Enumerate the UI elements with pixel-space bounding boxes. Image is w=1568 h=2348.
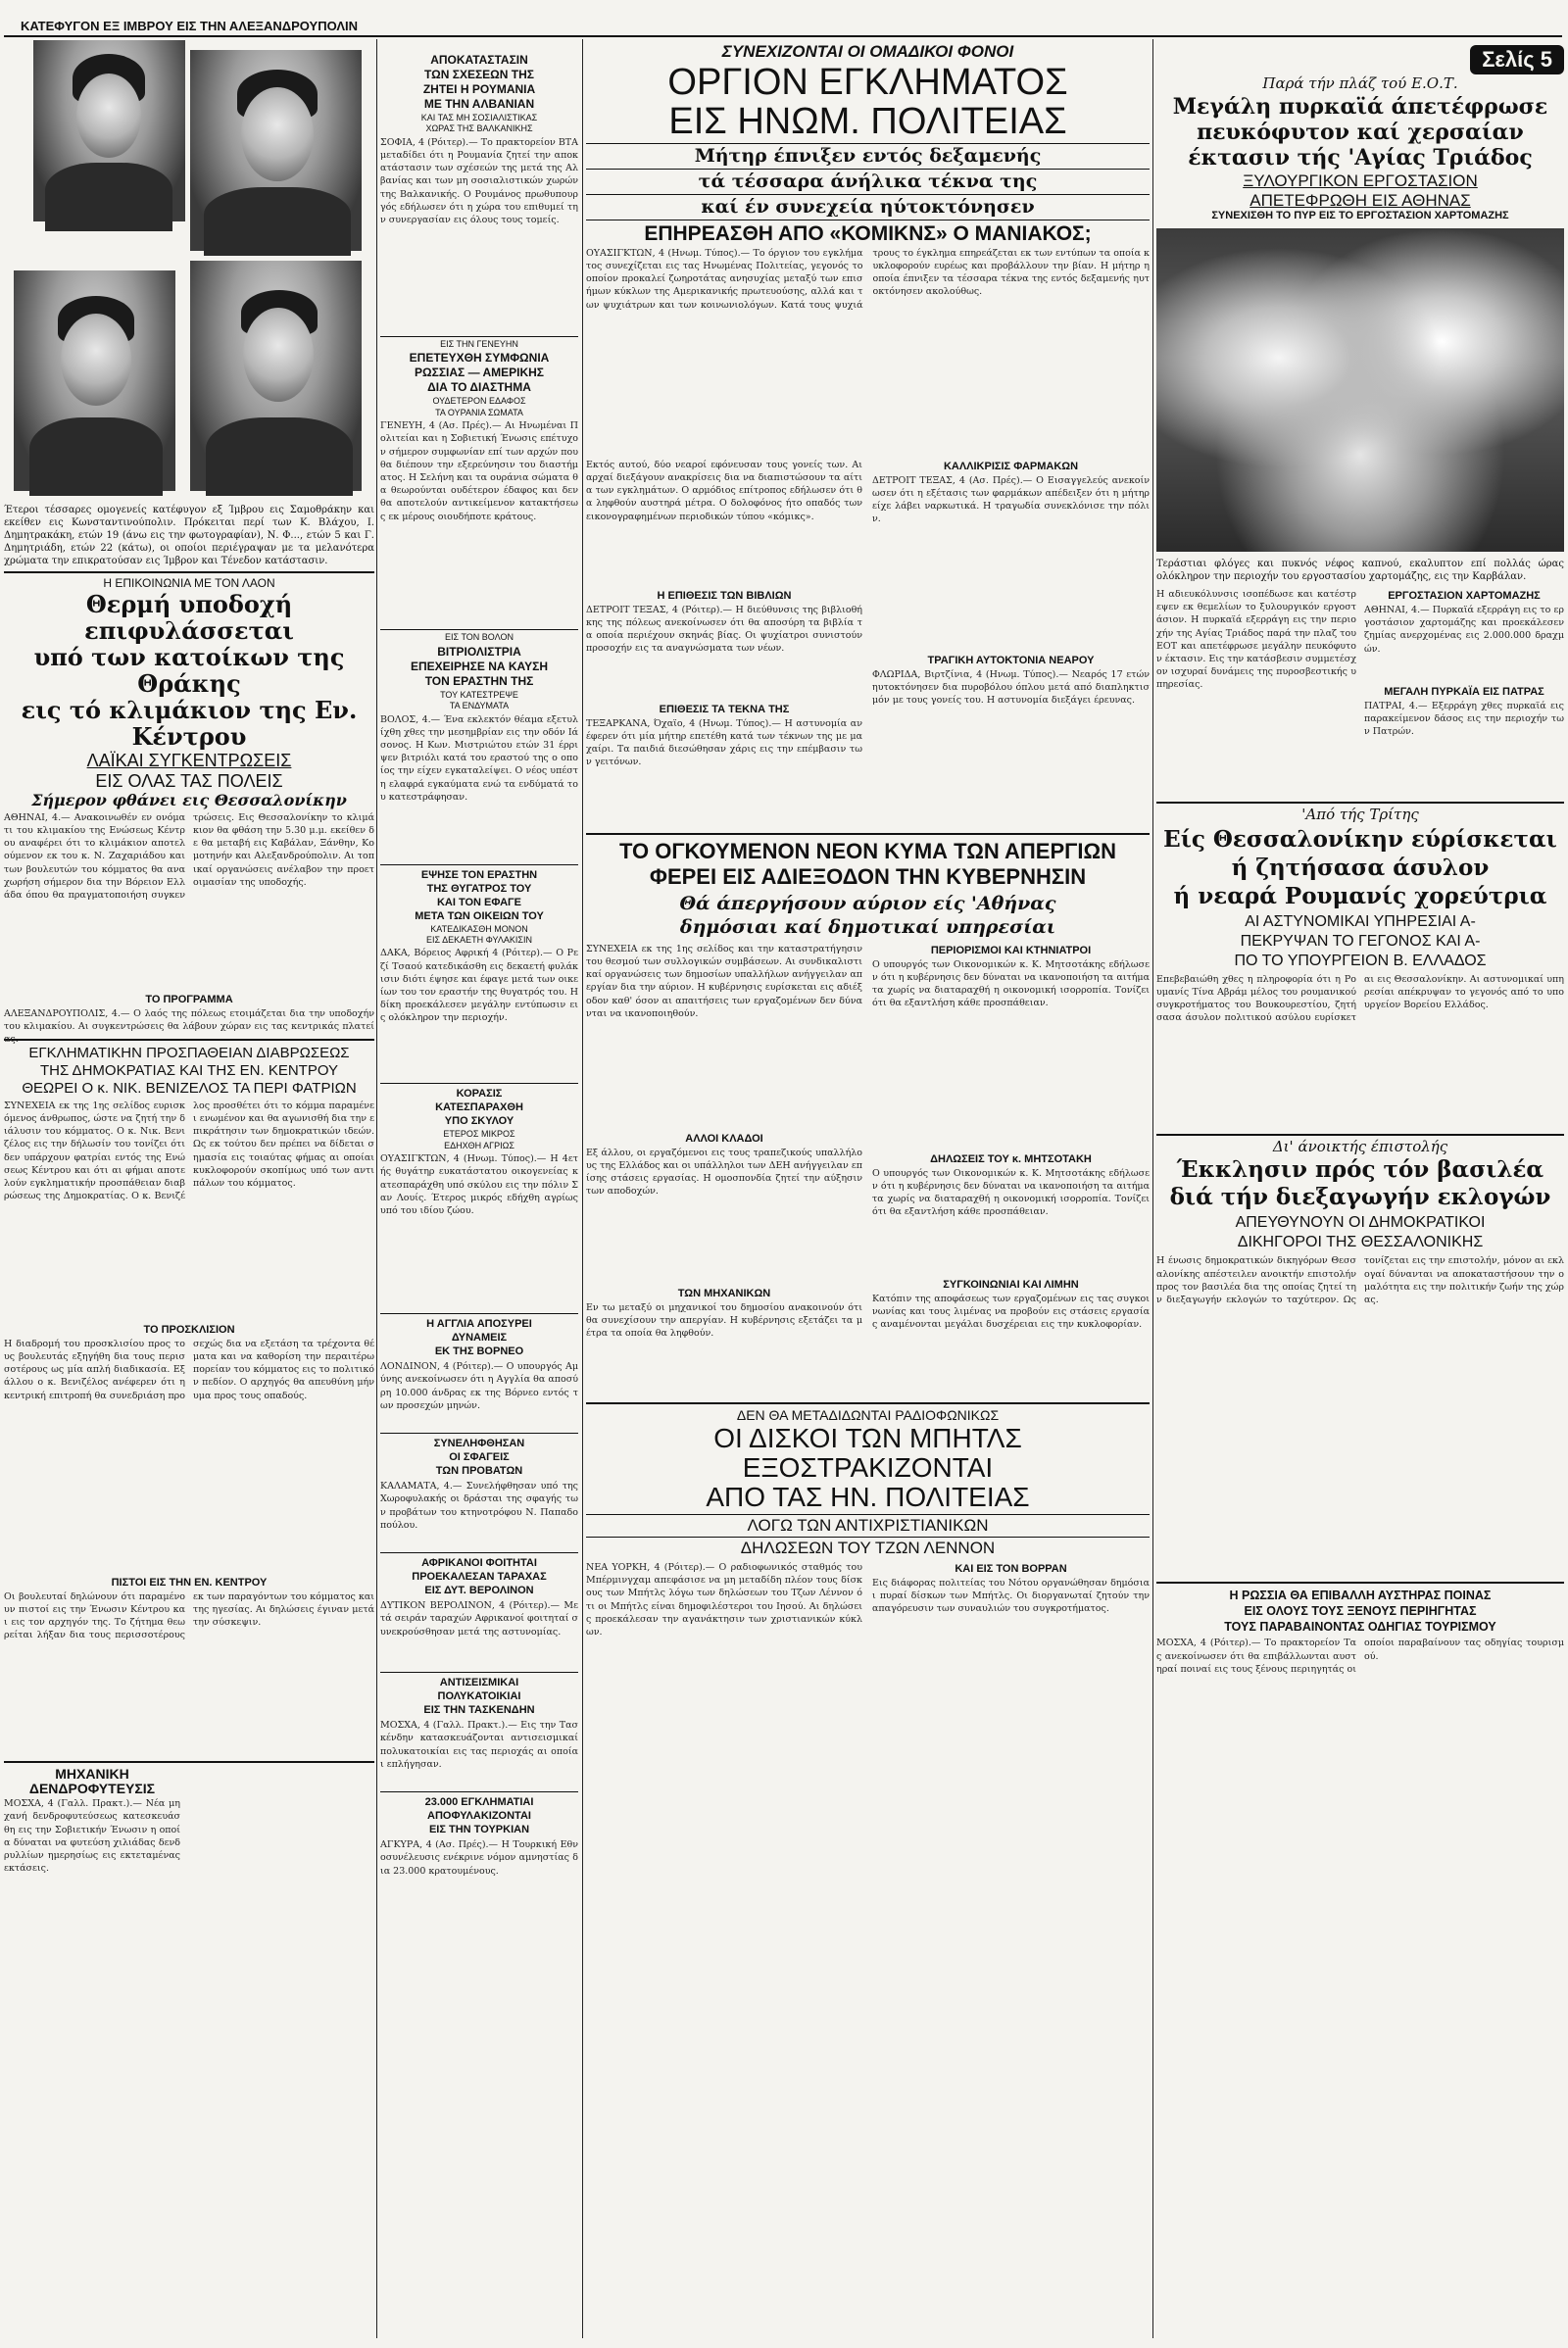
headline-line: Έκκλησιν πρός τόν βασιλέα: [1176, 1156, 1544, 1184]
headline-cannibal: [380, 868, 578, 923]
column-2: [380, 39, 578, 2338]
subhead-program: ΤΟ ΠΡΟΓΡΑΜΜΑ: [145, 993, 233, 1005]
headline-line: ΕΙΣ ΟΛΟΥΣ ΤΟΥΣ ΞΕΝΟΥΣ ΠΕΡΙΗΓΗΤΑΣ: [1244, 1604, 1477, 1619]
column-4: [1156, 45, 1564, 2338]
headline-borneo: [380, 1317, 578, 1358]
headline-tashkent: [380, 1676, 578, 1717]
headline-line: ΟΙ ΣΦΑΓΕΙΣ: [449, 1451, 510, 1464]
headline-line: ΕΚ ΤΗΣ ΒΟΡΝΕΟ: [434, 1345, 524, 1358]
article-columns: [586, 941, 1150, 1398]
article-body: ΒΟΛΟΣ, 4.— Ένα εκλεκτόν θέαμα εξετυλίχθη χθες την μεσημβρίαν εις την οδόν Ιάσονος. Η Κων. Μιστριώτου ετών 31 έρριψεν βιτριόλι κατά του εραστού της ο οποίος την είχεν εγκαταλείψει. Ο νέος υπέστη ελαφρά εγκαύματα ενώ τα ενδύματά του κατεστράφησαν.: [380, 713, 578, 803]
subhead-attack: ΕΠΙΘΕΣΙΣ ΤΑ ΤΕΚΝΑ ΤΗΣ: [659, 703, 790, 715]
headline-line: ΜΗΧΑΝΙΚΗ: [55, 1765, 129, 1782]
subhead-north: ΚΑΙ ΕΙΣ ΤΟΝ ΒΟΡΡΑΝ: [955, 1563, 1067, 1576]
subhead-engineers: ΤΩΝ ΜΗΧΑΝΙΚΩΝ: [677, 1287, 771, 1299]
subhead: ΟΥΔΕΤΕΡΟΝ ΕΔΑΦΟΣ: [432, 396, 526, 407]
subhead: ΕΙΣ ΔΕΚΑΕΤΗ ΦΥΛΑΚΙΣΙΝ: [426, 934, 532, 945]
kicker-radio: ΔΕΝ ΘΑ ΜΕΤΑΔΙΔΩΝΤΑΙ ΡΑΔΙΟΦΩΝΙΚΩΣ: [736, 1406, 1000, 1423]
headline-line: ΠΟΛΥΚΑΤΟΙΚΙΑΙ: [437, 1690, 521, 1703]
page-number: Σελίς 5: [1470, 45, 1564, 74]
article-body: Η διαδρομή του προσκλισίου προς τους βουλευτάς εξηγήθη δια τους περισσοτέρους ως μία απλή διαδικασία. Εξ άλλου ο κ. Βενιζέλος ανέφερεν ότι η κεντρική επιτροπή θα συνεδριάση προσεχώς δια να εξετάση τα τρέχοντα θέματα και να καθορίση την περαιτέρω πορείαν του κόμματος εις το πολιτικόν πεδίον. Ο αρχηγός θα απευθύνη μήνυμα προς τους οπαδούς.: [4, 1338, 374, 1401]
subhead-lawyers: [1156, 1213, 1564, 1252]
kicker-letter: Δι' άνοικτής έπιστολής: [1272, 1137, 1448, 1155]
imbros-title: ΚΑΤΕΦΥΓΟΝ ΕΞ ΙΜΒΡΟΥ ΕΙΣ ΤΗΝ ΑΛΕΞΑΝΔΡΟΥΠΟΛΙΝ: [20, 19, 359, 33]
article-body: ΤΕΞΑΡΚΑΝΑ, Όχαϊο, 4 (Ηνωμ. Τύπος).— Η αστυνομία ανέφερεν ότι μία μήτηρ επετέθη κατά των τέκνων της με μαχαίρι. Τα παιδιά διεσώθησαν χάρις εις την επέμβασιν των γειτόνων.: [586, 717, 862, 768]
headline-line: ΕΙΣ ΔΥΤ. ΒΕΡΟΛΙΝΟΝ: [424, 1585, 534, 1597]
subhead: ΕΔΗΧΘΗ ΑΓΡΙΩΣ: [444, 1140, 514, 1150]
divider: [380, 629, 578, 630]
article-body: ΔΕΤΡΟΙΤ ΤΕΞΑΣ, 4 (Ασ. Πρές).— Ο Εισαγγελεύς ανεκοίνωσεν ότι η εξέτασις των φαρμάκων απέδειξεν ότι η μήτηρ είχε λάβει ναρκωτικά. Η τραγωδία συνεκλόνισε την πόλιν.: [872, 474, 1150, 525]
headline-line: ΤΟΥΣ ΠΑΡΑΒΑΙΝΟΝΤΑΣ ΟΔΗΓΙΑΣ ΤΟΥΡΙΣΜΟΥ: [1224, 1620, 1496, 1635]
article-body: ΜΟΣΧΑ, 4 (Ρόιτερ).— Το πρακτορείον Τας ανεκοίνωσεν ότι θα επιβάλλωνται αυστηραί ποιναί εις τους ξένους περιηγητάς οι οποίοι παραβαίνουν τας οδηγίας τουρισμού.: [1156, 1638, 1564, 1675]
subhead-drugs: ΚΑΛΛΙΚΡΙΣΙΣ ΦΑΡΜΑΚΩΝ: [943, 460, 1079, 472]
divider: [380, 1083, 578, 1084]
photo-refugee-2: [190, 50, 362, 251]
headline-line: ΜΕΤΑ ΤΩΝ ΟΙΚΕΙΩΝ ΤΟΥ: [415, 909, 544, 922]
subhead-athens: ΑΠΕΤΕΦΡΩΘΗ ΕΙΣ ΑΘΗΝΑΣ: [1250, 190, 1471, 210]
article-body: ΑΓΚΥΡΑ, 4 (Ασ. Πρές).— Η Τουρκική Εθνοσυνέλευσις ενέκρινε νόμον αμνηστίας δια 23.000 κρατουμένους.: [380, 1839, 578, 1877]
article-left: [1156, 586, 1356, 798]
subhead-mitsotakis: ΔΗΛΩΣΕΙΣ ΤΟΥ κ. ΜΗΤΣΟΤΑΚΗ: [930, 1152, 1092, 1165]
headline-line: ΚΟΡΑΣΙΣ: [456, 1088, 503, 1101]
headline-line: ΣΥΝΕΛΗΦΘΗΣΑΝ: [433, 1438, 525, 1450]
article-body: ΠΑΤΡΑΙ, 4.— Εξερράγη χθες πυρκαϊά εις παρακείμενον δάσος εις την περιοχήν των Πατρών.: [1364, 700, 1564, 738]
headline-dancer: [1156, 825, 1564, 910]
headline-line: ΑΙ ΑΣΤΥΝΟΜΙΚΑΙ ΥΠΗΡΕΣΙΑΙ Α-: [1245, 912, 1476, 930]
headline-line: δημόσιαι καί δημοτικαί υπηρεσίαι: [679, 915, 1056, 938]
article-body: ΑΛΕΞΑΝΔΡΟΥΠΟΛΙΣ, 4.— Ο λαός της πόλεως ετοιμάζεται δια την υποδοχήν του κλιμακίου. Αι συγκεντρώσεις θα λάβουν χώραν εις τας κεντρικάς πλατείας.: [4, 1007, 374, 1046]
article-body: Εν τω μεταξύ οι μηχανικοί του δημοσίου ανακοινούν ότι θα συνεχίσουν την απεργίαν. Η κυβέρνησις εξετάζει τα μέτρα τα οποία θα ληφθούν.: [586, 1301, 862, 1340]
subhead-proskl: ΤΟ ΠΡΟΣΚΛΙΣΙΟΝ: [143, 1323, 235, 1336]
kicker-eot: Παρά τήν πλάζ τού Ε.Ο.Τ.: [1262, 74, 1458, 92]
article-body: ΜΟΣΧΑ, 4 (Γαλλ. Πρακτ.).— Νέα μηχανή δενδροφυτεύσεως κατεσκευάσθη εις την Σοβιετικήν Ένωσιν η οποία δύναται να φυτεύση χιλιάδας δενδρυλλίων ημερησίως εις εκτεταμένας εκτάσεις.: [4, 1798, 180, 1875]
headline-vitriol: [380, 645, 578, 689]
divider: [380, 1791, 578, 1792]
article-body: Εξ άλλου, οι εργαζόμενοι εις τους τραπεζικούς υπαλλήλους της Ελλάδος και οι υπάλληλοι των ΔΕΗ ανήγγειλαν επίσης στάσεις εργασίας. Η ομοσπονδία ζητεί την αύξησιν των αποδοχών.: [586, 1147, 862, 1198]
subhead-tragic: ΤΡΑΓΙΚΗ ΑΥΤΟΚΤΟΝΙΑ ΝΕΑΡΟΥ: [927, 654, 1095, 666]
subhead: ΚΑΙ ΤΑΣ ΜΗ ΣΟΣΙΑΛΙΣΤΙΚΑΣ: [420, 113, 538, 122]
headline-line: ΑΠΟ ΤΑΣ ΗΝ. ΠΟΛΙΤΕΙΑΣ: [706, 1482, 1030, 1513]
article-body: ΝΕΑ ΥΟΡΚΗ, 4 (Ρόιτερ).— Ο ραδιοφωνικός σταθμός του Μπέρμινγχαμ απεφάσισε να μη μεταδίδη πλέον τους δίσκους των Μπήτλς λόγω των δηλώσεων του Τζων Λέννον ότι οι Μπήτλς είναι δημοφιλέστεροι του Ιησού. Αι δηλώσεις προεκάλεσαν την αγανάκτησιν των χριστιανικών κύκλων.: [586, 1562, 862, 1639]
article-body: Οι βουλευταί δηλώνουν ότι παραμένουν πιστοί εις την Ένωσιν Κέντρου και εις τον αρχηγόν της. Το ζήτημα θεωρείται λήξαν δια τους περισσοτέρους εκ των παραγόντων του κόμματος και της ηγεσίας. Αι δηλώσεις έγιναν μετά την σύσκεψιν.: [4, 1590, 374, 1641]
divider: [586, 1402, 1150, 1404]
headline-line: πευκόφυτον καί χερσαίαν: [1197, 119, 1524, 145]
headline-sheep: [380, 1437, 578, 1478]
headline-strikes: [586, 839, 1150, 890]
headline-russia: [1156, 1588, 1564, 1635]
headline-line: διά τήν διεξαγωγήν εκλογών: [1169, 1184, 1551, 1211]
headline-line: ΘΕΩΡΕΙ Ο κ. ΝΙΚ. ΒΕΝΙΖΕΛΟΣ ΤΑ ΠΕΡΙ ΦΑΤΡΙΩΝ: [22, 1079, 357, 1097]
headline-line: Είς Θεσσαλονίκην εύρίσκεται: [1163, 825, 1557, 853]
page-number-wrap: [1156, 45, 1564, 74]
subhead-suicide: καί έν συνεχεία ηύτοκτόνησεν: [586, 194, 1150, 218]
article-columns: [586, 1559, 1150, 1761]
divider: [380, 336, 578, 337]
article-right: [1364, 586, 1564, 798]
column-3: [586, 41, 1150, 2338]
headline-line: ΤΩΝ ΠΡΟΒΑΤΩΝ: [435, 1465, 523, 1478]
headline-line: ΕΓΚΛΗΜΑΤΙΚΗΝ ΠΡΟΣΠΑΘΕΙΑΝ ΔΙΑΒΡΩΣΕΩΣ: [28, 1044, 350, 1061]
kicker-tuesday: 'Από τής Τρίτης: [1301, 805, 1419, 823]
subhead: ΤΑ ΟΥΡΑΝΙΑ ΣΩΜΑΤΑ: [435, 407, 523, 417]
article-right: [872, 941, 1150, 1398]
subhead-cities: ΕΙΣ ΟΛΑΣ ΤΑΣ ΠΟΛΕΙΣ: [95, 771, 283, 792]
headline-line: ΑΝΤΙΣΕΙΣΜΙΚΑΙ: [439, 1677, 519, 1689]
article-body: Εκτός αυτού, δύο νεαροί εφόνευσαν τους γονείς των. Αι αρχαί διεξάγουν ανακρίσεις δια να διαπιστώσουν τα αίτια των εγκλημάτων. Ο αρμόδιος επίτροπος εδήλωσεν ότι θα ληφθούν αυστηρά μέτρα. Ο δολοφόνος ήτο οπαδός των εικονογραφημένων περιοδικών τύπου «κόμικς».: [586, 459, 862, 522]
headline-line: ή νεαρά Ρουμανίς χορεύτρια: [1173, 882, 1547, 909]
headline-line: ΕΨΗΣΕ ΤΟΝ ΕΡΑΣΤΗΝ: [420, 868, 538, 881]
article-columns: [1156, 586, 1564, 798]
headline-romania: [380, 53, 578, 112]
headline-line: ΑΦΡΙΚΑΝΟΙ ΦΟΙΤΗΤΑΙ: [421, 1557, 537, 1570]
headline-venizelos: [4, 1045, 374, 1098]
headline-line: ΟΡΓΙΟΝ ΕΓΚΛΗΜΑΤΟΣ: [667, 61, 1068, 103]
headline-line: Μεγάλη πυρκαϊά άπετέφρωσε: [1172, 93, 1548, 120]
article-body: Επεβεβαιώθη χθες η πληροφορία ότι η Ρουμανίς Τίνα Αβράμ μέλος του ρουμανικού συγκροτήματος του Βουκουρεστίου, ζητήσασα άσυλον πολιτικού ασύλου ευρίσκεται εις Θεσσαλονίκην. Αι αστυνομικαί υπηρεσίαι απέκρυψαν το γεγονός από το υπουργείον Βορείου Ελλάδος.: [1156, 973, 1564, 1024]
subhead-strikes: [586, 892, 1150, 939]
subhead-comics: ΕΠΗΡΕΑΣΘΗ ΑΠΟ «ΚΟΜΙΚΝΣ» Ο ΜΑΝΙΑΚΟΣ;: [586, 220, 1150, 245]
article-body: ΣΟΦΙΑ, 4 (Ρόιτερ).— Το πρακτορείον ΒΤΑ μεταδίδει ότι η Ρουμανία ζητεί την αποκατάστασιν των σχέσεών της μετά της Αλβανίας και των μη σοσιαλιστικών χωρών της Βαλκανικής. Ο Ρουμάνος πρωθυπουργός εδήλωσεν ότι η χώρα του επιθυμεί την συνεργασίαν εις όλους τους τομείς.: [380, 136, 578, 226]
article-left: [586, 457, 862, 829]
fire-photo: [1156, 228, 1564, 552]
headline-beatles: [586, 1424, 1150, 1512]
article-body: ΚΑΛΑΜΑΤΑ, 4.— Συνελήφθησαν υπό της Χωροφυλακής οι δράσται της σφαγής των προβάτων του κτηνοτρόφου Ν. Παπαδοπούλου.: [380, 1481, 578, 1531]
headline-turkey: [380, 1795, 578, 1836]
photo-caption: Έτεροι τέσσαρες ομογενείς κατέφυγον εξ Ίμβρου εις Σαμοθράκην και εκείθεν εις Κωνσταντινούπολιν. Πρόκειται περί των Κ. Βλάχου, Ι. Δημητρακάκη, ετών 19 (άνω εις την φωτογραφίαν), Ν. Φ..., ετών 5 και Γ. Δημητριάδη, ετών 22 (κάτω), οι οποίοι περιέγραψαν με τα μελανότερα χρώματα την επικρατούσαν εις Ίμβρον και Τένεδον κατάστασιν.: [4, 504, 374, 566]
headline-line: ΔΕΝΔΡΟΦΥΤΕΥΣΙΣ: [28, 1780, 156, 1796]
subhead-police: [1156, 912, 1564, 971]
headline-line: ΟΙ ΔΙΣΚΟΙ ΤΩΝ ΜΠΗΤΛΣ: [713, 1423, 1022, 1454]
subhead-vets: ΠΕΡΙΟΡΙΣΜΟΙ ΚΑΙ ΚΤΗΝΙΑΤΡΟΙ: [930, 944, 1092, 956]
headline-crime-orgy: [586, 63, 1150, 141]
headline-king: [1156, 1156, 1564, 1211]
headline-line: ΤΗΣ ΔΗΜΟΚΡΑΤΙΑΣ ΚΑΙ ΤΗΣ ΕΝ. ΚΕΝΤΡΟΥ: [39, 1061, 339, 1079]
headline-line: ΕΠΕΤΕΥΧΘΗ ΣΥΜΦΩΝΙΑ: [409, 351, 550, 366]
photo-refugee-3: [14, 270, 175, 491]
article-body: Εις διάφορας πολιτείας του Νότου οργανώθησαν δημόσιαι πυραί δίσκων των Μπήτλς. Οι διοργανωταί ζητούν την απαγόρευσιν των συναυλιών του συγκροτήματος.: [872, 1578, 1150, 1615]
divider: [380, 1433, 578, 1434]
subhead: ΧΩΡΑΣ ΤΗΣ ΒΑΛΚΑΝΙΚΗΣ: [425, 123, 533, 134]
subhead-beatles-1: ΛΟΓΩ ΤΩΝ ΑΝΤΙΧΡΙΣΤΙΑΝΙΚΩΝ: [586, 1514, 1150, 1535]
divider: [4, 1039, 374, 1041]
divider: [380, 1552, 578, 1553]
subhead: ΕΤΕΡΟΣ ΜΙΚΡΟΣ: [443, 1129, 515, 1140]
headline-line: Θερμή υποδοχή επιφυλάσσεται: [84, 590, 294, 646]
article-body: Κατόπιν της αποφάσεως των εργαζομένων εις τας συγκοινωνίας και τους λιμένας να προβούν εις στάσεις εργασίας αναμένονται μεγάλαι δυσχέρειαι εις την κυκλοφορίαν.: [872, 1293, 1150, 1331]
article-body: ΟΥΑΣΙΓΚΤΩΝ, 4 (Ηνωμ. Τύπος).— Το όργιον του εγκλήματος συνεχίζεται εις τας Ηνωμένας Πολιτείας, γεγονός το οποίον προκαλεί ζωηροτάτας ανησυχίας μεταξύ των επισήμων κύκλων της Αμερικανικής πρωτευούσης, αλλά και των ψυχιάτρων και των κοινωνιολόγων. Κατά τους ψυχιάτρους το έγκλημα επηρεάζεται εκ των εντύπων τα οποία κυκλοφορούν ευρέως και προβάλλουν την βίαν. Η μήτηρ η οποία έπνιξεν τα τέσσαρα τέκνα της εντός δεξαμενής ηυτοκτόνησεν ακολούθως.: [586, 247, 1150, 311]
headline-line: ΚΑΙ ΤΟΝ ΕΦΑΓΕ: [436, 896, 522, 908]
article-body: ΦΛΩΡΙΔΑ, Βιρτζίνια, 4 (Ηνωμ. Τύπος).— Νεαρός 17 ετών ηυτοκτόνησεν δια πυροβόλου όπλου μετά από διαπληκτισμόν με τους γονείς του. Η αστυνομία διεξάγει έρευνας.: [872, 668, 1150, 707]
article-body: ΣΥΝΕΧΕΙΑ εκ της 1ης σελίδος και την καταστρατήγησιν του θεσμού των συλλογικών συμβάσεων. Αι συνδικαλιστικαί οργανώσεις των δημοσίων υπαλλήλων ανήγγειλαν απεργίαν δια την αύριον. Η κυβέρνησις ευρίσκεται εις αδιέξοδον καθ' όσον αι απαιτήσεις των εργαζομένων δεν δύνανται να ικανοποιηθούν.: [586, 943, 862, 1019]
subhead-paper: ΕΡΓΟΣΤΑΣΙΟΝ ΧΑΡΤΟΜΑΖΗΣ: [1388, 589, 1541, 602]
headline-line: ΤΟΝ ΕΡΑΣΤΗΝ ΤΗΣ: [424, 673, 534, 688]
kicker-geneva: ΕΙΣ ΤΗΝ ΓΕΝΕΥΗΝ: [440, 338, 518, 349]
headline-line: ΠΟ ΤΟ ΥΠΟΥΡΓΕΙΟΝ Β. ΕΛΛΑΔΟΣ: [1234, 952, 1487, 969]
headline-line: Η ΡΩΣΣΙΑ ΘΑ ΕΠΙΒΑΛΛΗ ΑΥΣΤΗΡΑΣ ΠΟΙΝΑΣ: [1229, 1589, 1492, 1603]
headline-line: Θά άπεργήσουν αύριον είς 'Αθήνας: [679, 892, 1056, 914]
article-right: [872, 457, 1150, 829]
column-rule: [376, 39, 377, 2338]
subhead-patras: ΜΕΓΑΛΗ ΠΥΡΚΑΪΑ ΕΙΣ ΠΑΤΡΑΣ: [1384, 685, 1544, 698]
subhead-transport: ΣΥΓΚΟΙΝΩΝΙΑΙ ΚΑΙ ΛΙΜΗΝ: [943, 1278, 1079, 1291]
headline-line: ΦΕΡΕΙ ΕΙΣ ΑΔΙΕΞΟΔΟΝ ΤΗΝ ΚΥΒΕΡΝΗΣΙΝ: [649, 863, 1087, 889]
article-left: [586, 1559, 862, 1761]
subhead: ΤΟΥ ΚΑΤΕΣΤΡΕΨΕ: [440, 689, 518, 700]
photo-refugee-4: [190, 261, 362, 491]
headline-line: ΡΩΣΣΙΑΣ — ΑΜΕΡΙΚΗΣ: [415, 366, 544, 380]
article-right: [872, 1559, 1150, 1761]
headline-tree-machine: [4, 1767, 180, 1795]
headline-line: ΜΕ ΤΗΝ ΑΛΒΑΝΙΑΝ: [423, 97, 535, 111]
headline-line: 23.000 ΕΓΚΛΗΜΑΤΙΑΙ: [424, 1796, 534, 1809]
article-columns: [586, 457, 1150, 829]
headline-line: ΔΙΚΗΓΟΡΟΙ ΤΗΣ ΘΕΣΣΑΛΟΝΙΚΗΣ: [1237, 1234, 1484, 1251]
subhead: ΤΑ ΕΝΔΥΜΑΤΑ: [449, 701, 510, 711]
photo-refugee-1: [33, 40, 185, 221]
divider: [4, 1761, 374, 1763]
article-body: ΣΥΝΕΧΕΙΑ εκ της 1ης σελίδος ευρισκόμενος άνθρωπος, ώστε να ζητή την διάλυσιν του κόμματος. Ο κ. Νικ. Βενιζέλος εις την δήλωσίν του τονίζει ότι δεν υπάρχουν φατρίαι εντός της Ενώσεως Κέντρου και ότι αι φήμαι αποτελούν εγκληματικήν προσπάθειαν διαβρώσεως της Δημοκρατίας. Ο κ. Βενιζέλος προσθέτει ότι το κόμμα παραμένει ενωμένον και θα αγωνισθή δια την επικράτησιν των δημοκρατικών ιδεών. Ως εκ τούτου δεν πρέπει να δίδεται σημασία εις τοιαύτας φήμας αι οποίαι κυκλοφορούν σκοπίμως υπό των αντιπάλων του κόμματος.: [4, 1100, 374, 1202]
divider: [1156, 1134, 1564, 1136]
subhead-pistoi: ΠΙΣΤΟΙ ΕΙΣ ΤΗΝ ΕΝ. ΚΕΝΤΡΟΥ: [111, 1576, 268, 1589]
headline-line: ΒΙΤΡΙΟΛΙΣΤΡΙΑ: [437, 644, 521, 659]
photo-group: [4, 40, 374, 501]
article-body: ΑΘΗΝΑΙ, 4.— Ανακοινωθέν εν ονόματι του κλιμακίου της Ενώσεως Κέντρου αναφέρει ότι το κλιμάκιον αποτελούμενον εκ του κ. Ν. Ζαχαριάδου και των βουλευτών του κόμματος θα αναχωρήση σήμερον δια την Βόρειον Ελλάδα όπου θα πραγματοποιήση συγκεντρώσεις. Εις Θεσσαλονίκην το κλιμάκιον θα φθάση την 5.30 μ.μ. εκείθεν δε θα μεταβή εις Καβάλαν, Ξάνθην, Κομοτηνήν και Αλεξανδρούπολιν. Αι τοπικαί οργανώσεις ανέλαβον την προετοιμασίαν της υποδοχής.: [4, 811, 374, 902]
headline-line: ή ζητήσασα άσυλον: [1231, 854, 1490, 881]
subhead-children: τά τέσσαρα άνήλικα τέκνα της: [586, 169, 1150, 192]
headline-line: ΕΙΣ ΗΝΩΜ. ΠΟΛΙΤΕΙΑΣ: [668, 100, 1067, 142]
article-left: [586, 941, 862, 1398]
subhead-others: ΑΛΛΟΙ ΚΛΑΔΟΙ: [685, 1132, 763, 1145]
headline-space: [380, 351, 578, 395]
headline-line: ΕΙΣ ΤΗΝ ΤΑΣΚΕΝΔΗΝ: [423, 1704, 535, 1717]
subhead: ΚΑΤΕΔΙΚΑΣΘΗ ΜΟΝΟΝ: [430, 923, 528, 934]
headline-line: ΑΠΕΥΘΥΝΟΥΝ ΟΙ ΔΗΜΟΚΡΑΤΙΚΟΙ: [1235, 1214, 1486, 1232]
headline-line: ΠΕΚΡΥΨΑΝ ΤΟ ΓΕΓΟΝΟΣ ΚΑΙ Α-: [1240, 932, 1481, 950]
article-body: ΛΟΝΔΙΝΟΝ, 4 (Ρόιτερ).— Ο υπουργός Αμύνης ανεκοίνωσεν ότι η Αγγλία θα αποσύρη 10.000 άνδρας εκ της Βόρνεο εντός των προσεχών μηνών.: [380, 1361, 578, 1411]
divider: [4, 571, 374, 573]
headline-line: ΤΩΝ ΣΧΕΣΕΩΝ ΤΗΣ: [424, 68, 534, 81]
article-body: ΑΘΗΝΑΙ, 4.— Πυρκαϊά εξερράγη εις το εργοστάσιον χαρτομάζης και προεκάλεσεν ζημίας ανερχομένας εις 2.000.000 δραχμών.: [1364, 604, 1564, 655]
headline-fire: [1156, 94, 1564, 171]
article-body: Ο υπουργός των Οικονομικών κ. Κ. Μητσοτάκης εδήλωσεν ότι η κυβέρνησις δεν δύναται να ικανοποιήση τα αιτήματα χωρίς να διαταραχθή η οικονομική ισορροπία. Τονίζει ότι θα εξαντλήση κάθε προσπάθειαν.: [872, 958, 1150, 1009]
divider: [1156, 1582, 1564, 1584]
divider: [380, 864, 578, 865]
article-body: Η ένωσις δημοκρατικών δικηγόρων Θεσσαλονίκης απέστειλεν ανοικτήν επιστολήν προς τον βασιλέα δια της οποίας ζητεί την διεξαγωγήν εκλογών το ταχύτερον. Ως τονίζεται εις την επιστολήν, μόνον αι εκλογαί δύνανται να αποκαταστήσουν την ομαλότητα εις την πολιτικήν ζωήν της χώρας.: [1156, 1255, 1564, 1306]
article-body: ΔΑΚΑ, Βόρειος Αφρική 4 (Ρόιτερ).— Ο Ρεζί Τσαού κατεδικάσθη εις δεκαετή φυλάκισιν διότι έψησε και έφαγε μετά των οικείων του τον εραστήν της θυγατρός του. Η δίκη προεκάλεσεν μεγάλην εντύπωσιν εις ολόκληρον την περιοχήν.: [380, 948, 578, 1024]
subhead-books: Η ΕΠΙΘΕΣΙΣ ΤΩΝ ΒΙΒΛΙΩΝ: [657, 589, 792, 602]
article-body: Ο υπουργός των Οικονομικών κ. Κ. Μητσοτάκης εδήλωσεν ότι η κυβέρνησις δεν δύναται να ικανοποιήση τα αιτήματα χωρίς να διαταραχθή η οικονομική ισορροπία. Τονίζει ότι θα εξαντλήση κάθε προσπάθειαν.: [872, 1167, 1150, 1218]
headline-line: υπό των κατοίκων της Θράκης: [33, 643, 345, 699]
headline-thrace: [4, 591, 374, 750]
divider: [380, 1672, 578, 1673]
divider: [586, 833, 1150, 835]
headline-line: Η ΑΓΓΛΙΑ ΑΠΟΣΥΡΕΙ: [426, 1318, 532, 1331]
headline-line: ΔΙΑ ΤΟ ΔΙΑΣΤΗΜΑ: [427, 380, 531, 395]
headline-line: ΥΠΟ ΣΚΥΛΟΥ: [444, 1115, 514, 1128]
article-body: ΔΕΤΡΟΙΤ ΤΕΞΑΣ, 4 (Ρόιτερ).— Η διεύθυνσις της βιβλιοθήκης της πόλεως ανεκοίνωσεν ότι θα αποσύρη τα βιβλία τα οποία περιέχουν σκηνάς βίας. Οι ψυχίατροι συνιστούν προσοχήν εις τα αναγνώσματα των νέων.: [586, 604, 862, 655]
kicker-communication: Η ΕΠΙΚΟΙΝΩΝΙΑ ΜΕ ΤΟΝ ΛΑΟΝ: [103, 575, 275, 590]
subhead-mother: Μήτηρ έπνιξεν εντός δεξαμενής: [586, 143, 1150, 167]
article-body: Η αδιευκόλυνσις ισοπέδωσε και κατέστρεψεν εκ θεμελίων το ξυλουργικόν εργοστάσιον. Η πυρκαϊά εξερράγη εις την περιοχήν της Αγίας Τριάδος παρά την πλαζ του ΕΟΤ και απετέφρωσε μεγάλην πευκόφυτον έκτασιν. Εις την κατάσβεσιν συμμετέσχον ισχυραί δυνάμεις της πυροσβεστικής υπηρεσίας.: [1156, 588, 1356, 691]
subhead-paper-factory: ΣΥΝΕΧΙΣΘΗ ΤΟ ΠΥΡ ΕΙΣ ΤΟ ΕΡΓΟΣΤΑΣΙΟΝ ΧΑΡΤΟΜΑΖΗΣ: [1211, 210, 1509, 222]
article-body: ΟΥΑΣΙΓΚΤΩΝ, 4 (Ηνωμ. Τύπος).— Η 4ετής θυγάτηρ ευκατάστατου οικογενείας κατεσπαράχθη υπό σκύλου εις την πόλιν Σαν Λουίς. Έτερος μικρός εδήχθη αγρίως υπό του ιδίου ζώου.: [380, 1153, 578, 1217]
headline-line: ΕΙΣ ΤΗΝ ΤΟΥΡΚΙΑΝ: [428, 1824, 530, 1836]
article-body: ΜΟΣΧΑ, 4 (Γαλλ. Πρακτ.).— Εις την Τασκένδην κατασκευάζονται αντισεισμικαί πολυκατοικίαι εις τας περιοχάς αι οποίαι επλήγησαν.: [380, 1720, 578, 1770]
headline-line: ΕΞΟΣΤΡΑΚΙΖΟΝΤΑΙ: [742, 1452, 994, 1484]
column-rule: [1152, 39, 1153, 2338]
headline-line: ΠΡΟΕΚΑΛΕΣΑΝ ΤΑΡΑΧΑΣ: [412, 1571, 547, 1584]
headline-line: έκτασιν τής 'Αγίας Τριάδος: [1188, 144, 1533, 171]
headline-line: ΤΗΣ ΘΥΓΑΤΡΟΣ ΤΟΥ: [426, 882, 532, 895]
headline-line: ΔΥΝΑΜΕΙΣ: [451, 1332, 508, 1345]
divider: [380, 1313, 578, 1314]
subhead-workshop: ΞΥΛΟΥΡΓΙΚΟΝ ΕΡΓΟΣΤΑΣΙΟΝ: [1243, 171, 1478, 190]
headline-line: εις τό κλιμάκιον της Εν. Κέντρου: [21, 696, 358, 752]
subhead-popular: ΛΑΪΚΑΙ ΣΥΓΚΕΝΤΡΩΣΕΙΣ: [86, 751, 292, 771]
divider: [1156, 802, 1564, 804]
subhead-beatles-2: ΔΗΛΩΣΕΩΝ ΤΟΥ ΤΖΩΝ ΛΕΝΝΟΝ: [586, 1537, 1150, 1557]
headline-line: ΕΠΕΧΕΙΡΗΣΕ ΝΑ ΚΑΥΣΗ: [410, 659, 548, 673]
headline-line: ΑΠΟΚΑΤΑΣΤΑΣΙΝ: [430, 53, 528, 67]
column-rule: [582, 39, 583, 2338]
headline-dog: [380, 1087, 578, 1128]
headline-line: ΤΟ ΟΓΚΟΥΜΕΝΟΝ ΝΕΟΝ ΚΥΜΑ ΤΩΝ ΑΠΕΡΓΙΩΝ: [618, 838, 1117, 863]
divider: [4, 36, 374, 37]
article-body: ΔΥΤΙΚΟΝ ΒΕΡΟΛΙΝΟΝ, 4 (Ρόιτερ).— Μετά σειράν ταραχών Αφρικανοί φοιτηταί συνεκρούσθησαν μετά της αστυνομίας.: [380, 1600, 578, 1638]
headline-line: ΑΠΟΦΥΛΑΚΙΖΟΝΤΑΙ: [427, 1810, 531, 1823]
fire-caption: Τεράστιαι φλόγες και πυκνός νέφος καπνού, εκαλυπτον επί πολλάς ώρας ολόκληρον την περιοχήν του εργοστασίου χαρτομάζης, εις την Καρβάλαν.: [1156, 558, 1564, 582]
subhead-thessaloniki: Σήμερον φθάνει εις Θεσσαλονίκην: [31, 791, 347, 810]
headline-line: ΖΗΤΕΙ Η ΡΟΥΜΑΝΙΑ: [422, 82, 536, 96]
column-1: [4, 0, 374, 2338]
kicker-mass-murders: ΣΥΝΕΧΙΖΟΝΤΑΙ ΟΙ ΟΜΑΔΙΚΟΙ ΦΟΝΟΙ: [721, 42, 1014, 61]
article-body: ΓΕΝΕΥΗ, 4 (Ασ. Πρές).— Αι Ηνωμέναι Πολιτείαι και η Σοβιετική Ένωσις επέτυχον σήμερον συμφωνίαν επί των αρχών που θα διέπουν την εξερεύνησιν του διαστήματος. Η Σελήνη και τα ουράνια σώματα θα θεωρούνται ουδέτερον έδαφος και δεν θα αποτελούν αντικείμενον κατακτήσεως εκ μέρους οιουδήποτε κράτους.: [380, 420, 578, 522]
kicker-volos: ΕΙΣ ΤΟΝ ΒΟΛΟΝ: [445, 632, 514, 643]
headline-line: ΚΑΤΕΣΠΑΡΑΧΘΗ: [435, 1101, 523, 1114]
headline-berlin: [380, 1556, 578, 1597]
